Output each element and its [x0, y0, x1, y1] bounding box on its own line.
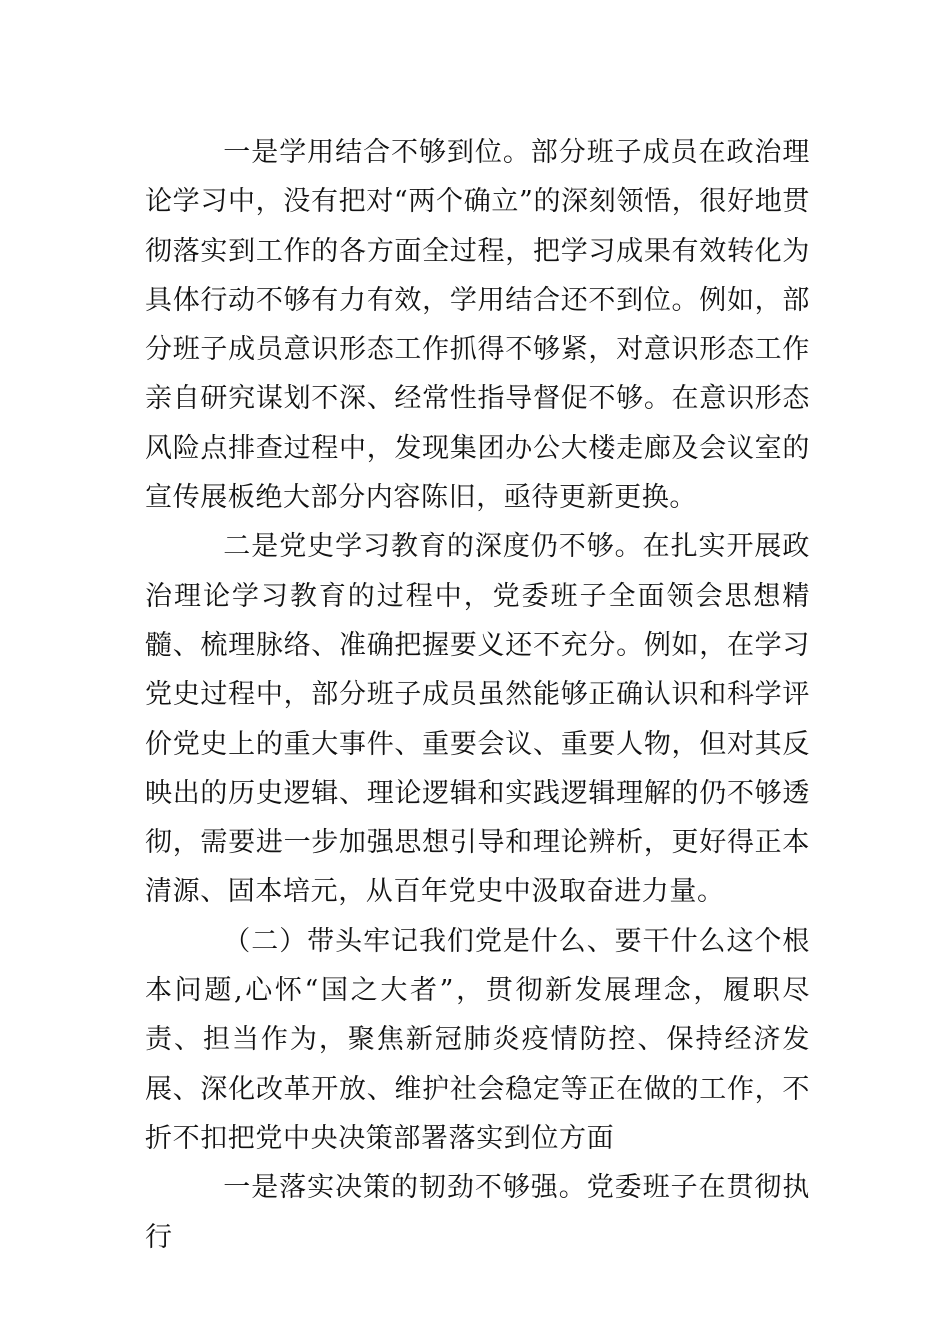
document-body	[145, 128, 810, 1262]
paragraph-study-application: 一是学用结合不够到位。部分班子成员在政治理论学习中，没有把对“两个确立”的深刻领悟，很好地贯彻落实到工作的各方面全过程，把学习成果有效转化为具体行动不够有力有效，学用结合还不到位。例如，部分班子成员意识形态工作抓得不够紧，对意识形态工作亲自研究谋划不深、经常性指导督促不够。在意识形态风险点排查过程中，发现集团办公大楼走廊及会议室的宣传展板绝大部分内容陈旧，亟待更新更换。	[145, 137, 810, 514]
paragraph-party-history-study: 二是党史学习教育的深度仍不够。在扎实开展政治理论学习教育的过程中，党委班子全面领会思想精髓、梳理脉络、准确把握要义还不充分。例如，在学习党史过程中，部分班子成员虽然能够正确认识和科学评价党史上的重大事件、重要会议、重要人物，但对其反映出的历史逻辑、理论逻辑和实践逻辑理解的仍不够透彻，需要进一步加强思想引导和理论辨析，更好得正本清源、固本培元，从百年党史中汲取奋进力量。	[145, 531, 810, 908]
section-heading-two: （二）带头牢记我们党是什么、要干什么这个根本问题,心怀“国之大者”，贯彻新发展理念，履职尽责、担当作为，聚焦新冠肺炎疫情防控、保持经济发展、深化改革开放、维护社会稳定等正在做的工作，不折不扣把党中央决策部署落实到位方面	[145, 925, 810, 1154]
paragraph-decision-implementation: 一是落实决策的韧劲不够强。党委班子在贯彻执行	[145, 1172, 810, 1253]
